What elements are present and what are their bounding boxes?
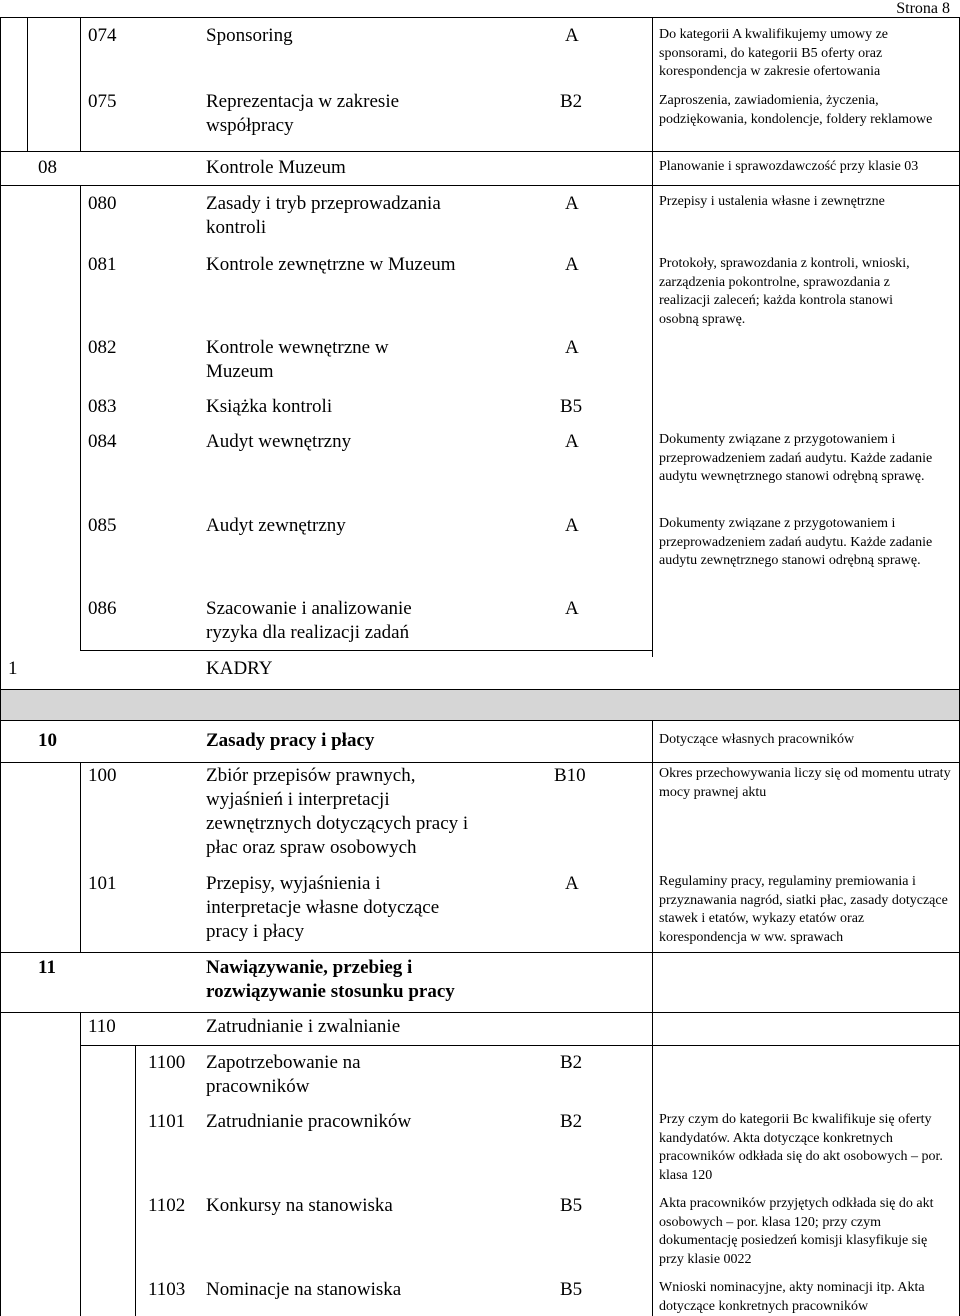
- row-1100: [0, 1051, 960, 1101]
- row-074: [0, 24, 960, 84]
- class-title: Kontrole zewnętrzne w Muzeum: [206, 254, 456, 275]
- class-title: Zbiór przepisów prawnych, wyjaśnień i interpretacji zewnętrznych dotyczących pracy i płac oraz spraw osobowych: [206, 765, 469, 858]
- page-number: Strona 8: [896, 0, 950, 17]
- row-075: [0, 90, 960, 150]
- class-code: 1101: [148, 1111, 186, 1132]
- archive-category: A: [565, 193, 579, 214]
- class-title: Kontrole wewnętrzne w Muzeum: [206, 337, 389, 382]
- row-1103: [0, 1278, 960, 1316]
- class-code: 080: [88, 193, 117, 214]
- archive-category: B5: [560, 1195, 583, 1216]
- class-code: 081: [88, 254, 117, 275]
- class-title: Reprezentacja w zakresie współpracy: [206, 91, 400, 136]
- class-description: Planowanie i sprawozdawczość przy klasie 03: [659, 159, 919, 174]
- class-title: Zatrudnianie pracowników: [206, 1111, 412, 1132]
- class-title: Audyt zewnętrzny: [206, 515, 346, 536]
- class-description: Do kategorii A kwalifikujemy umowy ze sponsorami, do kategorii B5 oferty oraz korespondencja w zakresie ofertowania: [659, 27, 889, 79]
- row-line: [80, 1045, 960, 1046]
- row-08: [0, 156, 960, 182]
- class-code: 1102: [148, 1195, 186, 1216]
- class-code: 1: [8, 658, 18, 679]
- class-description: Przy czym do kategorii Bc kwalifikuje się oferty kandydatów. Akta dotyczące konkretnych pracowników odkłada się do akt osobowych – por. klasa 120: [659, 1112, 943, 1183]
- row-line: [0, 1012, 960, 1013]
- archive-category: A: [565, 873, 579, 894]
- row-line: [0, 151, 960, 152]
- archive-category: B5: [560, 1279, 583, 1300]
- class-description: Protokoły, sprawozdania z kontroli, wnioski, zarządzenia pokontrolne, sprawozdania z realizacji zaleceń; każda kontrola stanowi osobną sprawę.: [659, 256, 910, 327]
- class-title: Książka kontroli: [206, 396, 333, 417]
- class-description: Zaproszenia, zawiadomienia, życzenia, podziękowania, kondolencje, foldery reklamowe: [659, 93, 933, 127]
- class-code: 085: [88, 515, 117, 536]
- row-line: [0, 762, 960, 763]
- archive-category: B2: [560, 91, 583, 112]
- class-code: 082: [88, 337, 117, 358]
- class-title: Zasady pracy i płacy: [206, 730, 375, 751]
- class-description: Dotyczące własnych pracowników: [659, 732, 855, 747]
- class-code: 08: [38, 157, 57, 178]
- row-line: [0, 952, 960, 953]
- archive-category: A: [565, 515, 579, 536]
- row-line: [0, 185, 960, 186]
- class-description: Przepisy i ustalenia własne i zewnętrzne: [659, 194, 885, 209]
- archive-category: A: [565, 337, 579, 358]
- row-100: [0, 764, 960, 864]
- class-code: 086: [88, 598, 117, 619]
- row-1102: [0, 1194, 960, 1274]
- class-title: Sponsoring: [206, 25, 293, 46]
- section-divider-band: [0, 690, 960, 720]
- class-title: Kontrole Muzeum: [206, 157, 346, 178]
- class-title: KADRY: [206, 658, 273, 679]
- archive-category: A: [565, 598, 579, 619]
- class-title: Nawiązywanie, przebieg i rozwiązywanie stosunku pracy: [206, 957, 455, 1002]
- class-title: Zapotrzebowanie na pracowników: [206, 1052, 361, 1097]
- row-line: [0, 720, 960, 721]
- archive-category: B5: [560, 396, 583, 417]
- archive-category: A: [565, 25, 579, 46]
- row-10: [0, 729, 960, 755]
- class-code: 110: [88, 1016, 116, 1037]
- archive-category: B2: [560, 1052, 583, 1073]
- archive-category: B2: [560, 1111, 583, 1132]
- class-code: 10: [38, 730, 57, 751]
- class-code: 084: [88, 431, 117, 452]
- row-083: [0, 395, 960, 421]
- row-080: [0, 192, 960, 242]
- class-description: Okres przechowywania liczy się od momentu utraty mocy prawnej aktu: [659, 766, 951, 800]
- row-085: [0, 514, 960, 589]
- class-title: Przepisy, wyjaśnienia i interpretacje własne dotyczące pracy i płacy: [206, 873, 440, 942]
- row-line: [80, 650, 652, 651]
- row-081: [0, 253, 960, 328]
- row-1101: [0, 1110, 960, 1190]
- class-title: Zatrudnianie i zwalnianie: [206, 1016, 401, 1037]
- row-line: [0, 689, 960, 690]
- class-title: Zasady i tryb przeprowadzania kontroli: [206, 193, 441, 238]
- class-description: Regulaminy pracy, regulaminy premiowania i przyznawania nagród, siatki płac, zasady dotyczące stawek i etatów, wykazy etatów oraz korespondencja w ww. sprawach: [659, 874, 948, 945]
- page-top-line: [0, 17, 960, 18]
- class-description: Dokumenty związane z przygotowaniem i przeprowadzeniem zadań audytu. Każde zadanie audytu zewnętrznego stanowi odrębną sprawę.: [659, 516, 933, 568]
- class-description: Dokumenty związane z przygotowaniem i przeprowadzeniem zadań audytu. Każde zadanie audytu wewnętrznego stanowi odrębną sprawę.: [659, 432, 933, 484]
- class-title: Konkursy na stanowiska: [206, 1195, 393, 1216]
- row-084: [0, 430, 960, 505]
- row-086: [0, 597, 960, 647]
- row-110: [0, 1015, 960, 1041]
- archive-category: A: [565, 431, 579, 452]
- class-code: 075: [88, 91, 117, 112]
- row-101: [0, 872, 960, 947]
- row-082: [0, 336, 960, 386]
- class-description: Wnioski nominacyjne, akty nominacji itp. Akta dotyczące konkretnych pracowników: [659, 1280, 925, 1314]
- archive-category: A: [565, 254, 579, 275]
- class-code: 074: [88, 25, 117, 46]
- class-code: 100: [88, 765, 117, 786]
- class-description: Akta pracowników przyjętych odkłada się do akt osobowych – por. klasa 120; przy czym dokumentację posiedzeń komisji klasyfikuje się przy klasie 0022: [659, 1196, 934, 1267]
- class-title: Nominacje na stanowiska: [206, 1279, 402, 1300]
- class-code: 101: [88, 873, 117, 894]
- row-11: [0, 956, 960, 1006]
- row-1-kadry: [0, 657, 960, 683]
- archive-category: B10: [554, 765, 586, 786]
- class-title: Audyt wewnętrzny: [206, 431, 352, 452]
- class-title: Szacowanie i analizowanie ryzyka dla realizacji zadań: [206, 598, 412, 643]
- class-code: 083: [88, 396, 117, 417]
- class-code: 1103: [148, 1279, 186, 1300]
- class-code: 1100: [148, 1052, 186, 1073]
- class-code: 11: [38, 957, 56, 978]
